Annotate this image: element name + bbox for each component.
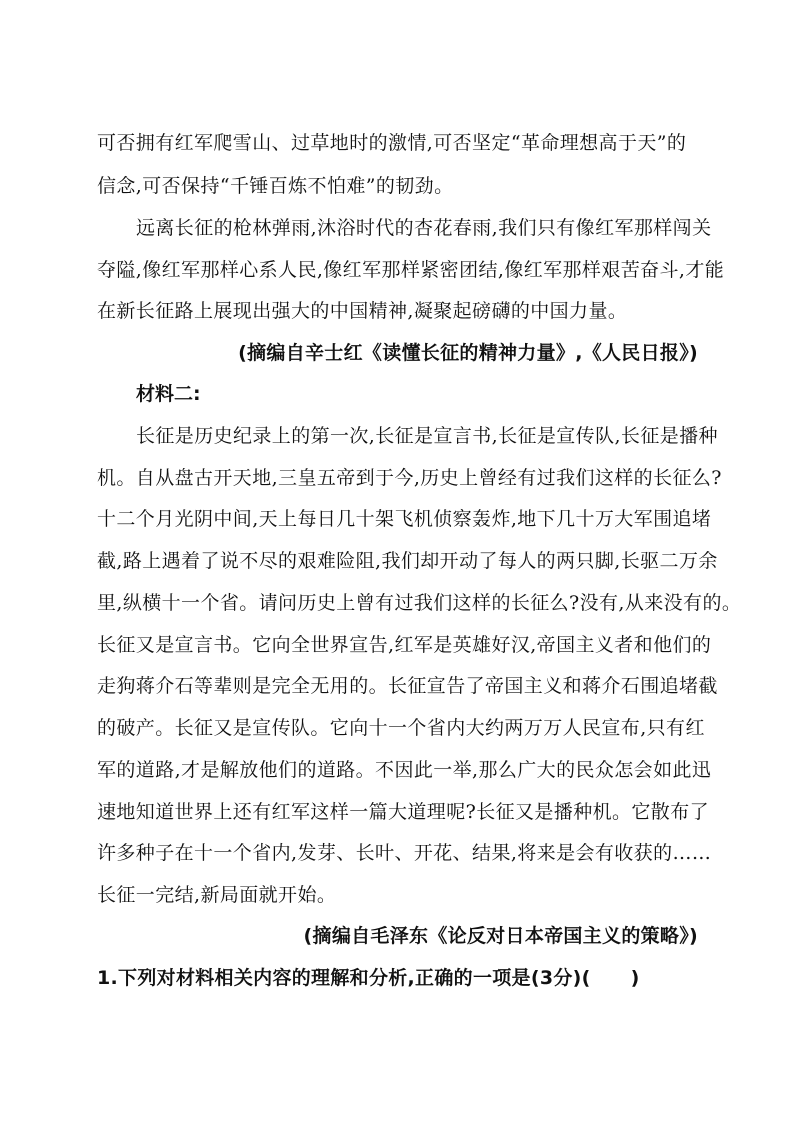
- material1-para-line-3: 在新长征路上展现出强大的中国精神,凝聚起磅礴的中国力量。: [97, 300, 628, 322]
- material1-tail-line-2: 信念,可否保持“千锤百炼不怕难”的韧劲。: [97, 175, 454, 197]
- material2-line-8: 的破产。长征又是宣传队。它向十一个省内大约两万万人民宣布,只有红: [97, 717, 705, 739]
- material2-line-7: 走狗蒋介石等辈则是完全无用的。长征宣告了帝国主义和蒋介石围追堵截: [97, 675, 718, 697]
- question-1: [97, 966, 640, 990]
- material2-line-6: 长征又是宣言书。它向全世界宣告,红军是英雄好汉,帝国主义者和他们的: [97, 634, 712, 656]
- material1-para-line-2: 夺隘,像红军那样心系人民,像红军那样紧密团结,像红军那样艰苦奋斗,才能: [97, 259, 725, 281]
- material2-line-10: 速地知道世界上还有红军这样一篇大道理呢?长征又是播种机。它散布了: [97, 801, 709, 823]
- question-1-close: ): [630, 967, 640, 989]
- material2-line-3: 十二个月光阴中间,天上每日几十架飞机侦察轰炸,地下几十万大军围追堵: [97, 508, 712, 530]
- material2-line-9: 军的道路,才是解放他们的道路。不因此一举,那么广大的民众怎会如此迅: [97, 759, 712, 781]
- material2-source: (摘编自毛泽东《论反对日本帝国主义的策略》): [303, 925, 698, 947]
- material2-line-5: 里,纵横十一个省。请问历史上曾有过我们这样的长征么?没有,从来没有的。: [97, 592, 742, 614]
- material2-line-4: 截,路上遇着了说不尽的艰难险阻,我们却开动了每人的两只脚,长驱二万余: [97, 550, 718, 572]
- material2-heading: 材料二:: [136, 383, 201, 405]
- material2-line-11: 许多种子在十一个省内,发芽、长叶、开花、结果,将来是会有收获的……: [97, 842, 712, 864]
- material2-line-1: 长征是历史纪录上的第一次,长征是宣言书,长征是宣传队,长征是播种: [136, 425, 718, 447]
- material1-tail-line-1: 可否拥有红军爬雪山、过草地时的激情,可否坚定“革命理想高于天”的: [97, 132, 687, 154]
- question-1-text: 1.下列对材料相关内容的理解和分析,正确的一项是(3分)(: [97, 967, 591, 989]
- material2-line-12: 长征一完结,新局面就开始。: [97, 884, 337, 906]
- material2-line-2: 机。自从盘古开天地,三皇五帝到于今,历史上曾经有过我们这样的长征么?: [97, 467, 722, 489]
- material1-para-line-1: 远离长征的枪林弹雨,沐浴时代的杏花春雨,我们只有像红军那样闯关: [136, 217, 712, 239]
- material1-source: (摘编自辛士红《读懂长征的精神力量》,《人民日报》): [238, 342, 698, 364]
